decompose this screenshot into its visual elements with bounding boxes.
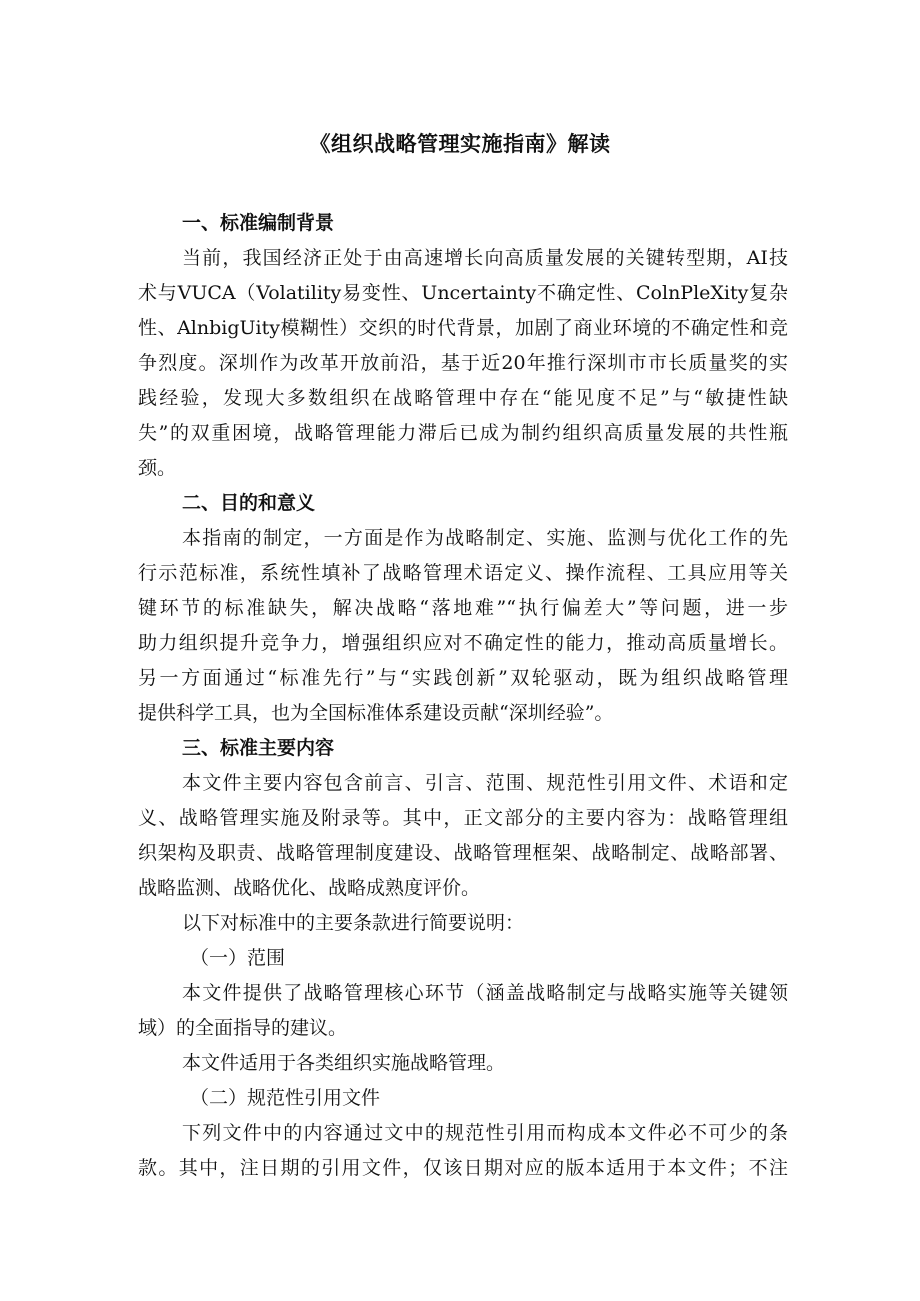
paragraph-line: 术与VUCA（Volatility易变性、Uncertainty不确定性、ColnPleXity复杂 [138,282,788,304]
paragraph-line: 款。其中，注日期的引用文件，仅该日期对应的版本适用于本文件；不注 [138,1157,788,1179]
paragraph-line: 本文件适用于各类组织实施战略管理。 [182,1052,506,1074]
document-body [138,206,788,1186]
paragraph-line: 本文件主要内容包含前言、引言、范围、规范性引用文件、术语和定 [182,772,788,794]
paragraph-line: 下列文件中的内容通过文中的规范性引用而构成本文件必不可少的条 [182,1122,788,1144]
section-heading: 三、标准主要内容 [182,737,335,759]
paragraph-line: 以下对标准中的主要条款进行简要说明： [182,912,525,934]
paragraph-line: 助力组织提升竞争力，增强组织应对不确定性的能力，推动高质量增长。 [138,632,788,654]
paragraph-line: 键环节的标准缺失，解决战略“落地难”“执行偏差大”等问题，进一步 [138,597,788,619]
paragraph-line: 本指南的制定，一方面是作为战略制定、实施、监测与优化工作的先 [182,527,788,549]
paragraph-line: 颈。 [138,457,177,479]
paragraph-line: 践经验，发现大多数组织在战略管理中存在“能见度不足”与“敏捷性缺 [138,387,788,409]
paragraph-line: 当前，我国经济正处于由高速增长向高质量发展的关键转型期，AI技 [182,247,788,269]
section-heading: 二、目的和意义 [182,492,316,514]
document-title: 《组织战略管理实施指南》解读 [309,132,611,156]
subsection-heading: （二）规范性引用文件 [190,1087,381,1109]
paragraph-line: 域）的全面指导的建议。 [138,1017,348,1039]
paragraph-line: 义、战略管理实施及附录等。其中，正文部分的主要内容为：战略管理组 [138,807,788,829]
paragraph-line: 本文件提供了战略管理核心环节（涵盖战略制定与战略实施等关键领 [182,982,788,1004]
paragraph-line: 战略监测、战略优化、战略成熟度评价。 [138,877,481,899]
paragraph-line: 提供科学工具，也为全国标准体系建设贡献“深圳经验”。 [138,702,614,724]
paragraph-line: 性、AlnbigUity模糊性）交织的时代背景，加剧了商业环境的不确定性和竞 [138,317,788,339]
paragraph-line: 失”的双重困境，战略管理能力滞后已成为制约组织高质量发展的共性瓶 [138,422,788,444]
subsection-heading: （一）范围 [190,947,286,969]
section-heading: 一、标准编制背景 [182,212,335,234]
paragraph-line: 另一方面通过“标准先行”与“实践创新”双轮驱动，既为组织战略管理 [138,667,788,689]
paragraph-line: 行示范标准，系统性填补了战略管理术语定义、操作流程、工具应用等关 [138,562,788,584]
paragraph-line: 织架构及职责、战略管理制度建设、战略管理框架、战略制定、战略部署、 [138,842,788,864]
paragraph-line: 争烈度。深圳作为改革开放前沿，基于近20年推行深圳市市长质量奖的实 [138,352,788,374]
